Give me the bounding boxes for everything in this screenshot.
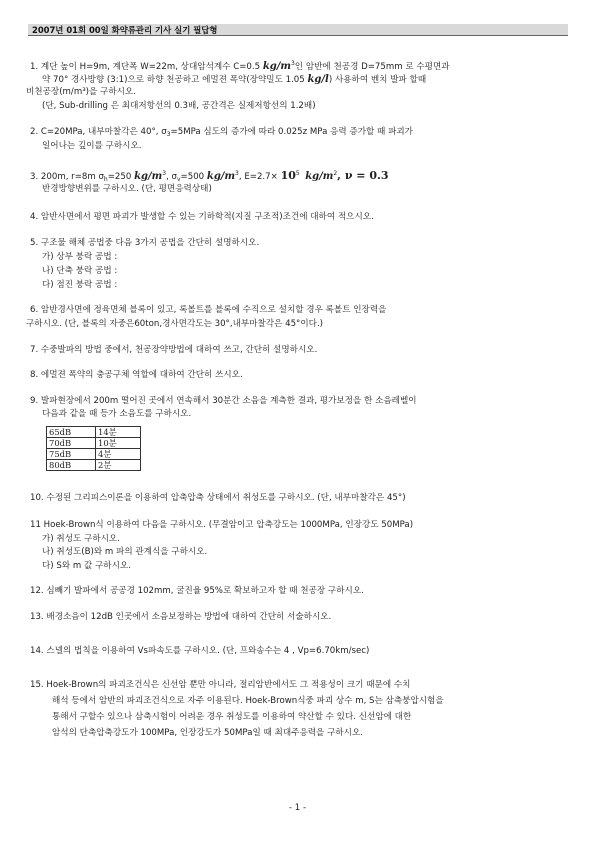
table-cell-duration: 4분 — [96, 449, 141, 460]
question-4: 4. 암반사면에서 평면 파괴가 발생할 수 있는 기하학적(지질 구조적)조건에 대하여 적으시오. — [30, 212, 374, 222]
question-2-line-2: 일어나는 깊이를 구하시오. — [42, 141, 142, 151]
question-15-line-3: 통해서 구할수 있으나 삼축시험이 어려운 경우 취성도를 이용하여 약산할 수 있다. 신선암에 대한 — [52, 712, 412, 722]
noise-level-table — [46, 426, 141, 471]
question-6-line-2: 구하시오. (단, 블록의 자중은60ton,경사면각도는 30°,내부마찰각은 45°이다.) — [26, 319, 324, 329]
question-5-option-a: 가) 상부 붕락 공법 : — [42, 252, 118, 262]
question-9-line-1: 9. 발파현장에서 200m 떨어진 곳에서 연속해서 30분간 소음을 계측한 결과, 평가보정을 한 소음레벨이 — [30, 396, 417, 406]
question-1-line-3: 비천공장(m/m³)을 구하시오. — [26, 87, 136, 97]
question-6-line-1: 6. 암반경사면에 정육면체 블록이 있고, 록볼트를 블록에 수직으로 설치할 경우 록볼트 인장력을 — [30, 305, 387, 315]
table-cell-level: 80dB — [47, 460, 96, 471]
question-5-option-b: 나) 단축 붕락 공법 : — [42, 266, 118, 276]
table-cell-level: 65dB — [47, 427, 96, 438]
table-cell-duration: 2분 — [96, 460, 141, 471]
question-14: 14. 스넬의 법칙을 이용하여 Vs파속도를 구하시오. (단, 프와송수는 4 , Vp=6.70km/sec) — [30, 646, 370, 656]
document-header: 2007년 01회 00일 화약류관리 기사 실기 필답형 — [28, 24, 568, 36]
question-8: 8. 에멀젼 폭약의 충공구체 역할에 대하여 간단히 쓰시오. — [30, 370, 243, 380]
question-15-line-1: 15. Hoek-Brown의 파괴조건식은 신선암 뿐만 아니라, 절리암반에서도 그 적용성이 크기 때문에 수치 — [30, 680, 411, 690]
table-cell-duration: 14분 — [96, 427, 141, 438]
table-row — [47, 449, 141, 460]
question-11-option-b: 나) 취성도(B)와 m 파의 관계식을 구하시오. — [42, 547, 208, 557]
question-3-line-2: 반경방향변위를 구하시오. (단, 평면응력상태) — [42, 184, 212, 194]
question-13: 13. 배경소음이 12dB 인곳에서 소음보정하는 방법에 대하여 간단히 서술하시오. — [30, 612, 332, 622]
question-12: 12. 심빼기 발파에서 공공경 102mm, 굴진율 95%로 확보하고자 할 때 천공장 구하시오. — [30, 586, 364, 596]
table-cell-duration: 10분 — [96, 438, 141, 449]
table-row — [47, 427, 141, 438]
question-1-line-2: 약 70° 경사방향 (3:1)으로 하향 천공하고 에멀젼 폭약(장약밀도 1.05 kg/l) 사용하여 벤치 발파 할때 — [42, 74, 427, 85]
question-15-line-2: 해석 등에서 암반의 파괴조건식으로 자주 이용된다. Hoek-Brown식중 파괴 상수 m, S는 삼축붕압시험을 — [52, 696, 444, 706]
question-2-line-1: 2. C=20MPa, 내부마찰각은 40°, $\sigma_3=5MPa$ 심도의 증가에 따라 0.025z MPa 응력 증가할 때 파괴가 — [30, 127, 413, 138]
question-7: 7. 수중발파의 방법 중에서, 천공장약방법에 대하여 쓰고, 간단히 설명하시오. — [30, 345, 318, 355]
question-11-line-1: 11 Hoek-Brown식 이용하여 다음을 구하시오. (무결암이고 압축강도는 1000MPa, 인장강도 50MPa) — [30, 520, 414, 530]
question-1-line-4: (단, Sub-drilling 은 최대저항선의 0.3배, 공간격은 실제저항선의 1.2배) — [42, 101, 316, 111]
page-number: - 1 - — [288, 803, 307, 813]
question-11-option-a: 가) 취성도 구하시오. — [42, 534, 120, 544]
question-11-option-c: 다) S와 m 값 구하시오. — [42, 561, 131, 571]
table-cell-level: 75dB — [47, 449, 96, 460]
table-cell-level: 70dB — [47, 438, 96, 449]
question-15-line-4: 암석의 단축압축강도가 100MPa, 인장강도가 50MPa일 때 최대주응력을 구하시오. — [52, 728, 364, 738]
question-5-option-c: 다) 점진 붕락 공법 : — [42, 280, 118, 290]
table-row — [47, 460, 141, 471]
question-1-line-1: 1. 계단 높이 H=9m, 계단폭 W=22m, 상대암석계수 C=0.5 $kg/m^3$인 암반에 천공경 D=75mm 로 수평면과 — [30, 60, 450, 72]
question-3-line-1: 3. 200m, r=8m $\sigma_h=250$ $kg/m^3$, $\sigma_v=500$ $kg/m^3$, $E=2.7\times 10^5$ $kg/m^2$, ν = 0.3 — [30, 169, 389, 183]
question-5-line-1: 5. 구조물 해체 공법중 다음 3가지 공법을 간단히 설명하시오. — [30, 238, 260, 248]
question-10: 10. 수정된 그리피스이론을 이용하여 압축압축 상태에서 취성도를 구하시오. (단, 내부마찰각은 45°) — [30, 493, 406, 503]
question-9-line-2: 다음과 같을 때 등가 소음도를 구하시오. — [42, 409, 192, 419]
table-row — [47, 438, 141, 449]
